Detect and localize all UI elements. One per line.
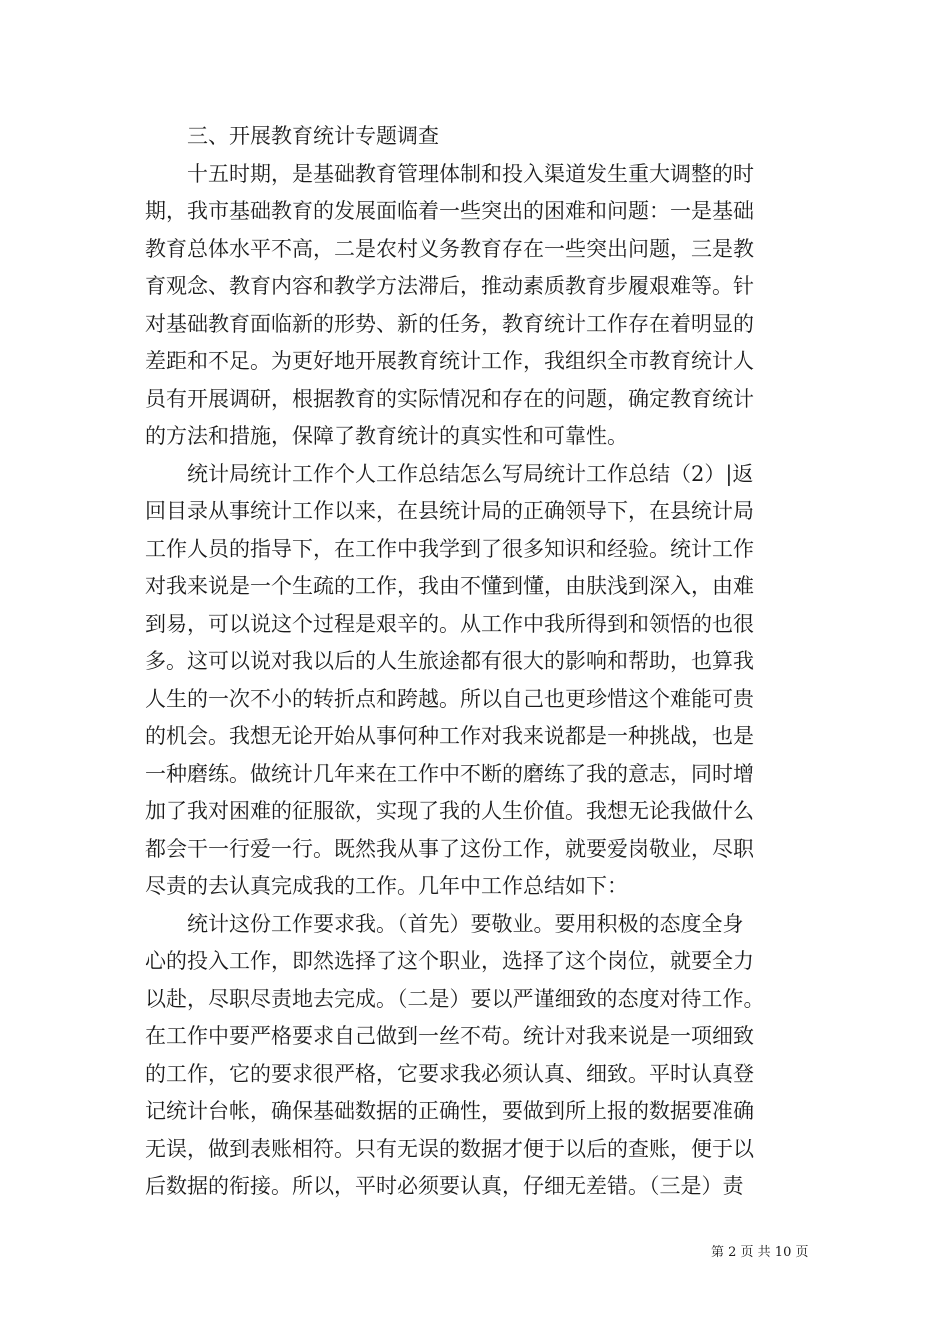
paragraph-line: 到易，可以说这个过程是艰辛的。从工作中我所得到和领悟的也很 (145, 611, 754, 636)
paragraph-line: 的工作，它的要求很严格，它要求我必须认真、细致。平时认真登 (145, 1061, 754, 1086)
paragraph-line: 一种磨练。做统计几年来在工作中不断的磨练了我的意志，同时增 (145, 761, 754, 786)
paragraph-line: 心的投入工作，即然选择了这个职业，选择了这个岗位，就要全力 (145, 949, 754, 973)
paragraph-line: 教育总体水平不高，二是农村义务教育存在一些突出问题，三是教 (145, 236, 754, 261)
paragraph-line: 的方法和措施，保障了教育统计的真实性和可靠性。 (145, 424, 628, 448)
page-number: 第 2 页 共 10 页 (711, 1245, 809, 1260)
paragraph-line: 尽责的去认真完成我的工作。几年中工作总结如下： (145, 874, 628, 898)
paragraph-line: 统计局统计工作个人工作总结怎么写局统计工作总结（2）|返 (187, 461, 754, 486)
paragraph-line: 在工作中要严格要求自己做到一丝不苟。统计对我来说是一项细致 (145, 1024, 754, 1048)
paragraph-line: 工作人员的指导下，在工作中我学到了很多知识和经验。统计工作 (145, 536, 754, 561)
paragraph-line: 十五时期，是基础教育管理体制和投入渠道发生重大调整的时 (187, 161, 754, 186)
paragraph-line: 统计这份工作要求我。（首先）要敬业。要用积极的态度全身 (187, 911, 744, 936)
body-text (145, 118, 805, 1206)
paragraph-line: 对我来说是一个生疏的工作，我由不懂到懂，由肤浅到深入，由难 (145, 574, 754, 598)
paragraph-line: 期，我市基础教育的发展面临着一些突出的困难和问题：一是基础 (145, 199, 754, 223)
paragraph-line: 记统计台帐，确保基础数据的正确性，要做到所上报的数据要准确 (145, 1099, 754, 1123)
paragraph-line: 回目录从事统计工作以来，在县统计局的正确领导下，在县统计局 (145, 499, 754, 523)
paragraph-line: 无误，做到表账相符。只有无误的数据才便于以后的查账，便于以 (145, 1136, 754, 1161)
paragraph-line: 后数据的衔接。所以，平时必须要认真，仔细无差错。（三是）责 (145, 1174, 744, 1198)
section-heading: 三、开展教育统计专题调查 (187, 124, 439, 148)
paragraph-line: 育观念、教育内容和教学方法滞后，推动素质教育步履艰难等。针 (145, 274, 754, 298)
paragraph-line: 加了我对困难的征服欲，实现了我的人生价值。我想无论我做什么 (145, 799, 754, 823)
paragraph-line: 员有开展调研，根据教育的实际情况和存在的问题，确定教育统计 (145, 386, 754, 411)
paragraph-line: 都会干一行爱一行。既然我从事了这份工作，就要爱岗敬业，尽职 (145, 836, 754, 861)
paragraph-line: 对基础教育面临新的形势、新的任务，教育统计工作存在着明显的 (145, 311, 754, 336)
paragraph-line: 人生的一次不小的转折点和跨越。所以自己也更珍惜这个难能可贵 (145, 686, 754, 711)
paragraph-line: 差距和不足。为更好地开展教育统计工作，我组织全市教育统计人 (145, 349, 754, 373)
paragraph-line: 的机会。我想无论开始从事何种工作对我来说都是一种挑战，也是 (145, 724, 754, 748)
paragraph-line: 多。这可以说对我以后的人生旅途都有很大的影响和帮助，也算我 (145, 649, 754, 673)
paragraph-line: 以赴，尽职尽责地去完成。（二是）要以严谨细致的态度对待工作。 (145, 986, 765, 1011)
